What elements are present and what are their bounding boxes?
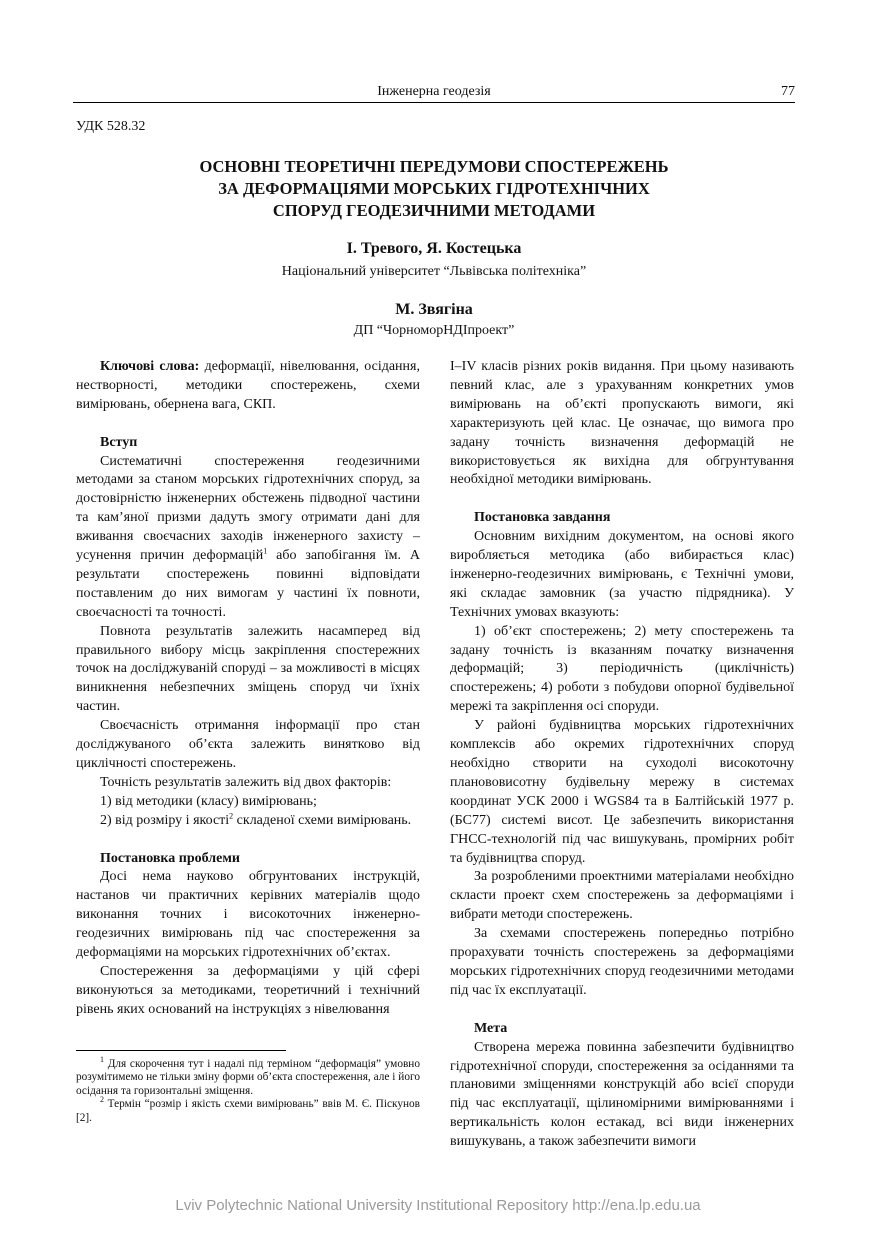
paragraph: 1) об’єкт спостережень; 2) мету спостережень та задану точність із вказанням початку визначення деформацій; 3) періодичність (циклічність) спостережень; 4) роботи з побудови опорної будівельної мережі та закріплення осі споруди.: [450, 623, 794, 715]
footnote-text: Для скорочення тут і надалі під терміном “деформація” умовно розумітимемо не тільки зміну форми об’єкта спостереження, але і його осідання та горизонтальні зміщення.: [76, 1058, 420, 1097]
footnote-divider: [76, 1050, 286, 1051]
paragraph: Повнота результатів залежить насамперед від правильного вибору місць закріплення спостережних точок на досліджуваній споруді – за можливості в місцях виникнення небезпечних зміщень споруд чи їхніх частин.: [76, 623, 420, 715]
footnote-mark: 1: [263, 546, 268, 556]
list-item-text: складеної схеми вимірювань.: [233, 812, 412, 828]
left-column: [76, 358, 420, 1020]
section-heading-problem: Постановка проблеми: [100, 850, 240, 866]
footnote: [76, 1055, 420, 1098]
footnote-mark: 1: [100, 1055, 104, 1065]
udc-code: УДК 528.32: [76, 119, 146, 134]
paragraph: За схемами спостережень попередньо потрібно прорахувати точність спостережень за деформаціями морських гідротехнічних споруд геодезичними методами під час їх експлуатації.: [450, 926, 794, 998]
title-line: СПОРУД ГЕОДЕЗИЧНИМИ МЕТОДАМИ: [272, 201, 596, 220]
list-item: 1) від методики (класу) вимірювань;: [100, 793, 317, 809]
page-number: 77: [781, 84, 795, 99]
author-affiliation-1: Національний університет “Львівська політехніка”: [281, 264, 587, 279]
section-heading-task: Постановка завдання: [474, 510, 611, 526]
paper-title: [73, 156, 795, 222]
section-heading-aim: Мета: [474, 1020, 508, 1036]
page-header: [73, 84, 795, 103]
footnote-text: Термін “розмір і якість схеми вимірювань” ввів М. Є. Піскунов [2].: [76, 1098, 420, 1124]
keywords: [76, 358, 420, 415]
footnote-mark: 2: [100, 1095, 104, 1105]
title-line: ОСНОВНІ ТЕОРЕТИЧНІ ПЕРЕДУМОВИ СПОСТЕРЕЖЕНЬ: [199, 157, 669, 176]
repository-footer: Lviv Polytechnic National University Institutional Repository http://ena.lp.edu.ua: [175, 1197, 701, 1214]
list-item-text: 2) від розміру і якості: [100, 812, 230, 828]
paragraph-text: або запобігання їм. А результати спостережень повинні відповідати поставленим до них вимогам у частині їх повноти, своєчасності та точності.: [76, 548, 421, 620]
keywords-text: деформації, нівелювання, осідання, нестворності, методики спостережень, схеми вимірювань, обернена вага, СКП.: [76, 359, 420, 412]
footnote: [76, 1095, 420, 1125]
list-item: [76, 812, 420, 831]
keywords-label: Ключові слова:: [100, 359, 200, 374]
paragraph: I–IV класів різних років видання. При цьому називають певний клас, але з урахуванням конкретних умов вимірювань на об’єкті пропускають вимоги, які характеризують цей клас. Це означає, що вимога про задану точність визначення деформацій не використовується як вихідна для обгрунтування необхідної методики вимірювань.: [450, 359, 794, 488]
author-affiliation-2: ДП “ЧорноморНДІпроект”: [353, 323, 515, 338]
paragraph-text: Систематичні спостереження геодезичними методами за станом морських гідротехнічних споруд, за достовірністю інженерних обстежень підводної частини та кам’яної призми дадуть змогу отримати дані для вживання своєчасних заходів інженерного захисту – усунення причин деформацій: [76, 453, 420, 564]
paragraph: Досі нема науково обгрунтованих інструкцій, настанов чи практичних керівних матеріалів щодо виконання точних і високоточних інженерно-геодезичних вимірювань під час спостереження за деформаціями на морських гідротехнічних об’єктах.: [76, 869, 420, 961]
footnote-mark: 2: [229, 811, 234, 821]
title-line: ЗА ДЕФОРМАЦІЯМИ МОРСЬКИХ ГІДРОТЕХНІЧНИХ: [218, 179, 650, 198]
paragraph: У районі будівництва морських гідротехнічних комплексів або окремих гідротехнічних споруд необхідно створити на суходолі високоточну планововисотну будівельну мережу в системах координат УСК 2000 і WGS84 та в Балтійській 1977 р. (БС77) системі висот. Це забезпечить використання ГНСС-технологій під час вишукувань, промірних робіт та будівництва споруд.: [450, 718, 794, 866]
right-column: [450, 358, 794, 1152]
author-names-1: І. Тревого, Я. Костецька: [346, 240, 522, 257]
paragraph: Точність результатів залежить від двох факторів:: [100, 774, 392, 790]
paragraph: Своєчасність отримання інформації про стан досліджуваного об’єкта залежить винятково від циклічності спостережень.: [76, 718, 420, 772]
paragraph: Спостереження за деформаціями у цій сфері виконуються за методиками, теоретичний і технічний рівень яких оснований на інструкціях з нівелювання: [76, 963, 420, 1017]
author-names-2: М. Звягіна: [395, 301, 473, 318]
paragraph: Створена мережа повинна забезпечити будівництво гідротехнічної споруди, спостереження за осіданнями та плановими зміщеннями конструкцій або всієї споруди під час експлуатації, щілиномірними вимірюваннями і вертикальність колон естакад, всі види інженерних вишукувань, а також забезпечити вимоги: [450, 1039, 794, 1150]
footnotes: [76, 1055, 420, 1125]
paragraph: [76, 453, 420, 623]
paragraph: Основним вихідним документом, на основі якого виробляється методика (або вибирається клас) інженерно-геодезичних вимірювань, є Технічні умови, які складає замовник (за участю підрядника). У Технічних умовах вказують:: [450, 529, 794, 620]
section-heading-intro: Вступ: [100, 434, 138, 450]
paragraph: За розробленими проектними матеріалами необхідно скласти проект схем спостережень за деформаціями і вибрати методи спостережень.: [450, 869, 794, 923]
running-title: Інженерна геодезія: [377, 84, 491, 99]
